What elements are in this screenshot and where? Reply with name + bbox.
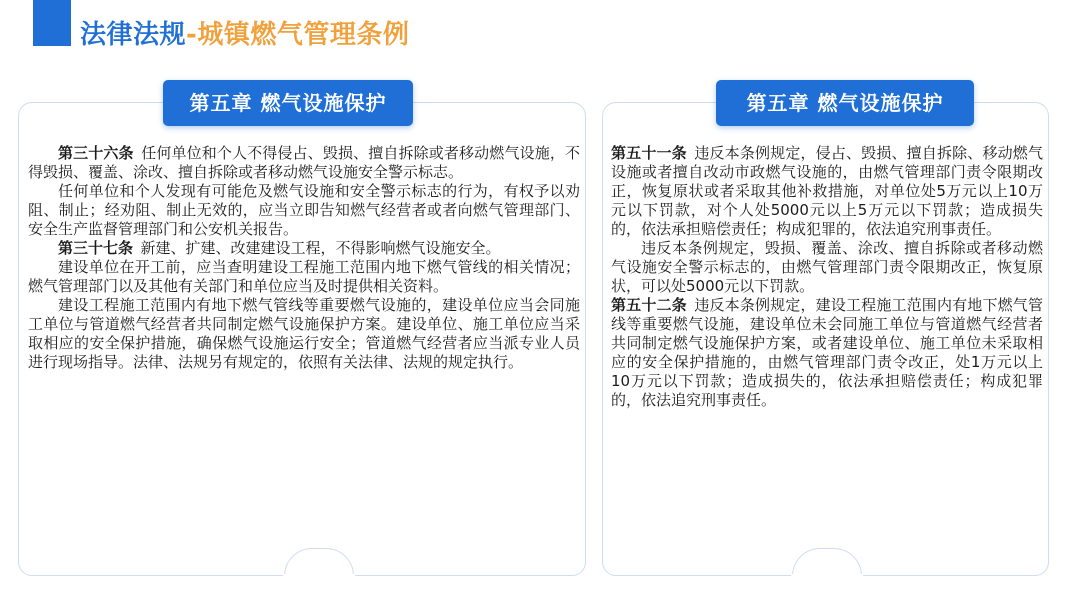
left-article-text: [28, 144, 580, 372]
page-title-main: 法律法规: [80, 20, 187, 50]
article-text: 任何单位和个人发现有可能危及燃气设施和安全警示标志的行为，有权予以劝阻、制止；经劝阻、制止无效的，应当立即告知燃气经营者或者向燃气管理部门、安全生产监督管理部门和公安机关报告。: [28, 182, 580, 238]
article-paragraph: [28, 144, 580, 182]
article-paragraph: [611, 239, 1043, 296]
card-bottom-notch: [284, 548, 354, 576]
article-text: 建设工程施工范围内有地下燃气管线等重要燃气设施的，建设单位应当会同施工单位与管道燃气经营者共同制定燃气设施保护方案。建设单位、施工单位应当采取相应的安全保护措施，确保燃气设施运行安全；管道燃气经营者应当派专业人员进行现场指导。法律、法规另有规定的，依照有关法律、法规的规定执行。: [28, 296, 580, 371]
left-chapter-badge: 第五章 燃气设施保护: [163, 80, 413, 126]
right-article-text: [611, 144, 1043, 410]
card-bottom-notch: [792, 548, 862, 576]
article-paragraph: [28, 182, 580, 239]
article-text: 违反本条例规定，毁损、覆盖、涂改、擅自拆除或者移动燃气设施安全警示标志的，由燃气管理部门责令限期改正，恢复原状，可以处5000元以下罚款。: [611, 239, 1043, 295]
article-paragraph: [28, 239, 580, 258]
article-text: 新建、扩建、改建建设工程，不得影响燃气设施安全。: [140, 239, 501, 257]
article-text: 建设单位在开工前，应当查明建设工程施工范围内地下燃气管线的相关情况；燃气管理部门以及其他有关部门和单位应当及时提供相关资料。: [28, 258, 580, 295]
right-chapter-badge: 第五章 燃气设施保护: [716, 80, 974, 126]
article-number: 第三十六条: [58, 144, 134, 162]
article-number: 第五十一条: [611, 144, 687, 162]
title-accent-block: [33, 0, 71, 46]
article-text: 违反本条例规定，建设工程施工范围内有地下燃气管线等重要燃气设施，建设单位未会同施工单位与管道燃气经营者共同制定燃气设施保护方案，或者建设单位、施工单位未采取相应的安全保护措施的，由燃气管理部门责令改正，处1万元以上10万元以下罚款；造成损失的，依法承担赔偿责任；构成犯罪的，依法追究刑事责任。: [611, 296, 1043, 409]
article-paragraph: [611, 296, 1043, 410]
page-title: [80, 18, 409, 52]
page-title-separator: -: [186, 20, 198, 50]
page-title-subtitle: 城镇燃气管理条例: [197, 20, 410, 50]
article-text: 任何单位和个人不得侵占、毁损、擅自拆除或者移动燃气设施，不得毁损、覆盖、涂改、擅自拆除或者移动燃气设施安全警示标志。: [28, 144, 580, 181]
article-number: 第三十七条: [58, 239, 134, 257]
article-text: 违反本条例规定，侵占、毁损、擅自拆除、移动燃气设施或者擅自改动市政燃气设施的，由燃气管理部门责令限期改正，恢复原状或者采取其他补救措施，对单位处5万元以上10万元以下罚款，对个人处5000元以上5万元以下罚款；造成损失的，依法承担赔偿责任；构成犯罪的，依法追究刑事责任。: [611, 144, 1043, 238]
article-paragraph: [611, 144, 1043, 239]
article-paragraph: [28, 258, 580, 296]
article-paragraph: [28, 296, 580, 372]
article-number: 第五十二条: [611, 296, 687, 314]
